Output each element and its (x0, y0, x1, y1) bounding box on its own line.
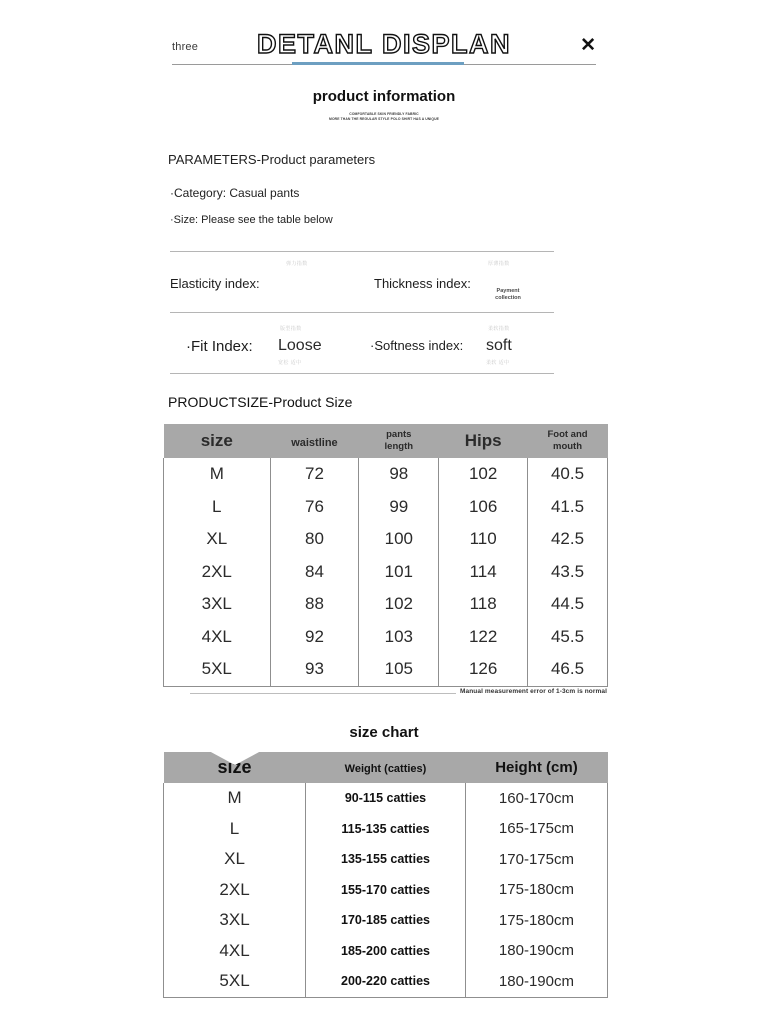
column-header-foot-and-mouth: Foot and mouth (528, 424, 608, 458)
cell-pants-length: 100 (359, 523, 439, 556)
cell-waistline: 80 (270, 523, 359, 556)
column-header-size: size (164, 424, 271, 458)
cell-height: 180-190cm (465, 936, 607, 967)
table-row (164, 588, 608, 621)
cell-foot-and-mouth: 43.5 (528, 556, 608, 589)
fit-watermark-bottom: 宽松 适中 (278, 360, 302, 366)
product-information-title: product information (312, 88, 456, 105)
softness-watermark-top: 柔软指数 (488, 326, 510, 332)
cell-pants-length: 98 (359, 458, 439, 491)
product-size-table (163, 424, 608, 687)
cell-waistline: 76 (270, 491, 359, 524)
thickness-index-label: Thickness index: (374, 276, 471, 291)
cell-pants-length: 99 (359, 491, 439, 524)
cell-hips: 126 (439, 653, 528, 686)
payment-collection-line-1: Payment (496, 288, 520, 294)
cell-size: 3XL (164, 588, 271, 621)
cell-height: 175-180cm (465, 875, 607, 906)
column-header-height: Height (cm) (465, 752, 607, 783)
cell-foot-and-mouth: 40.5 (528, 458, 608, 491)
index-table (170, 251, 554, 374)
cell-pants-length: 103 (359, 621, 439, 654)
cell-size: XL (164, 844, 306, 875)
cell-weight: 115-135 catties (306, 814, 466, 845)
parameters-heading: PARAMETERS-Product parameters (168, 152, 376, 167)
column-header-size: size (164, 752, 306, 783)
cell-hips: 110 (439, 523, 528, 556)
softness-index-value: soft (486, 337, 512, 354)
softness-index-label: ·Softness index: (370, 338, 464, 353)
column-header-waistline: waistline (270, 424, 359, 458)
measurement-note: Manual measurement error of 1-3cm is normal (460, 688, 607, 695)
page-header (0, 0, 768, 70)
cell-waistline: 84 (270, 556, 359, 589)
table-row (164, 556, 608, 589)
table-row (164, 966, 608, 997)
cell-foot-and-mouth: 42.5 (528, 523, 608, 556)
cell-weight: 200-220 catties (306, 966, 466, 997)
cell-height: 175-180cm (465, 905, 607, 936)
table-row (164, 783, 608, 814)
cell-size: 2XL (164, 875, 306, 906)
cell-height: 170-175cm (465, 844, 607, 875)
column-header-weight: Weight (catties) (306, 752, 466, 783)
cell-foot-and-mouth: 45.5 (528, 621, 608, 654)
cell-hips: 106 (439, 491, 528, 524)
column-header-hips: Hips (439, 424, 528, 458)
parameter-size-note: ·Size: Please see the table below (170, 214, 333, 226)
tagline-line-1: COMFORTABLE SKIN FRIENDLY FABRIC (349, 112, 419, 116)
cell-size: 2XL (164, 556, 271, 589)
cell-hips: 118 (439, 588, 528, 621)
page-title: DETANL DISPLAN (256, 29, 511, 59)
cell-foot-and-mouth: 41.5 (528, 491, 608, 524)
cell-size: L (164, 491, 271, 524)
header-accent-bar (292, 62, 464, 65)
cell-weight: 135-155 catties (306, 844, 466, 875)
header-left-label: three (172, 41, 199, 53)
cell-size: 4XL (164, 936, 306, 967)
cell-waistline: 88 (270, 588, 359, 621)
measurement-note-divider (190, 693, 456, 694)
table-row (164, 814, 608, 845)
close-icon[interactable]: ✕ (580, 35, 596, 56)
cell-size: 5XL (164, 653, 271, 686)
cell-size: M (164, 783, 306, 814)
index-row-elasticity (170, 252, 554, 312)
softness-watermark-bottom: 柔软 适中 (486, 360, 510, 366)
cell-waistline: 93 (270, 653, 359, 686)
cell-pants-length: 101 (359, 556, 439, 589)
cell-weight: 155-170 catties (306, 875, 466, 906)
table-row (164, 875, 608, 906)
size-chart-section-title: size chart (349, 724, 419, 741)
cell-weight: 170-185 catties (306, 905, 466, 936)
table-row (164, 844, 608, 875)
thickness-watermark: 厚薄指数 (488, 261, 510, 267)
cell-size: XL (164, 523, 271, 556)
fit-watermark-top: 版型指数 (280, 326, 302, 332)
cell-foot-and-mouth: 44.5 (528, 588, 608, 621)
cell-waistline: 92 (270, 621, 359, 654)
cell-weight: 90-115 catties (306, 783, 466, 814)
table-row (164, 653, 608, 686)
index-divider-bottom (170, 373, 554, 374)
parameter-category: ·Category: Casual pants (170, 186, 300, 200)
cell-size: M (164, 458, 271, 491)
product-size-section-title: PRODUCTSIZE-Product Size (168, 394, 353, 410)
fit-index-value: Loose (278, 337, 322, 354)
cell-hips: 114 (439, 556, 528, 589)
payment-collection-label (478, 288, 538, 303)
cell-pants-length: 102 (359, 588, 439, 621)
cell-size: L (164, 814, 306, 845)
table-row (164, 523, 608, 556)
cell-foot-and-mouth: 46.5 (528, 653, 608, 686)
cell-weight: 185-200 catties (306, 936, 466, 967)
cell-size: 3XL (164, 905, 306, 936)
product-size-header-row (164, 424, 608, 458)
cell-height: 160-170cm (465, 783, 607, 814)
product-tagline (0, 112, 768, 122)
size-chart-header-row (164, 752, 608, 783)
table-row (164, 458, 608, 491)
size-chart-table (163, 752, 608, 998)
payment-collection-line-2: collection (495, 295, 521, 302)
table-row (164, 491, 608, 524)
index-row-fit (170, 313, 554, 373)
table-row (164, 936, 608, 967)
cell-hips: 122 (439, 621, 528, 654)
elasticity-index-label: Elasticity index: (170, 276, 260, 291)
table-row (164, 905, 608, 936)
column-header-pants-length: pants length (359, 424, 439, 458)
table-row (164, 621, 608, 654)
tagline-line-2: MORE THAN THE REGULAR STYLE POLO SHIRT HAS A UNIQUE (329, 116, 439, 121)
cell-hips: 102 (439, 458, 528, 491)
cell-waistline: 72 (270, 458, 359, 491)
cell-pants-length: 105 (359, 653, 439, 686)
cell-size: 5XL (164, 966, 306, 997)
cell-height: 165-175cm (465, 814, 607, 845)
cell-height: 180-190cm (465, 966, 607, 997)
cell-size: 4XL (164, 621, 271, 654)
elasticity-watermark: 弹力指数 (286, 261, 308, 267)
fit-index-label: ·Fit Index: (186, 338, 253, 355)
